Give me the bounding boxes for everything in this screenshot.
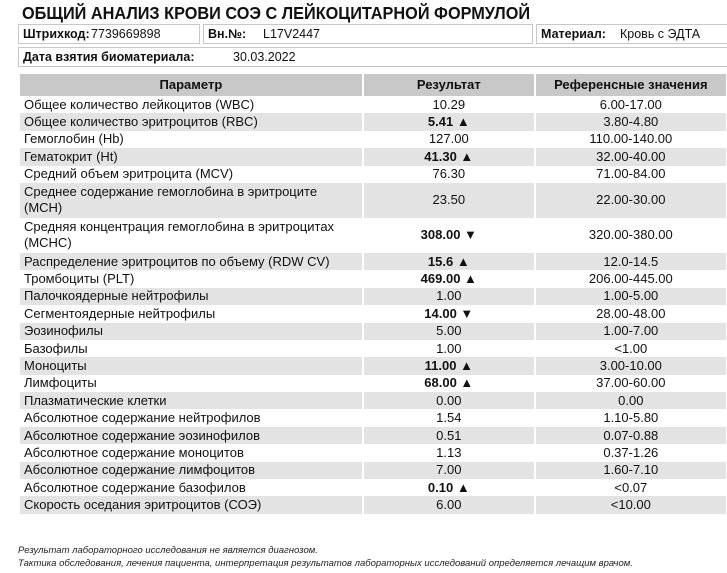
param-cell: Абсолютное содержание лимфоцитов — [20, 462, 362, 479]
ref-cell: 3.00-10.00 — [536, 357, 726, 374]
result-cell: 5.00 — [364, 323, 534, 340]
result-cell: 1.00 — [364, 288, 534, 305]
date-value: 30.03.2022 — [233, 50, 296, 64]
param-cell: Абсолютное содержание нейтрофилов — [24, 410, 261, 426]
param-cell: Общее количество эритроцитов (RBC) — [20, 113, 362, 130]
table-row — [20, 409, 727, 426]
table-row — [20, 444, 727, 461]
result-cell: 41.30 ▲ — [364, 148, 534, 165]
param-cell: Гематокрит (Ht) — [20, 148, 362, 165]
ref-cell: 6.00-17.00 — [599, 96, 662, 112]
result-cell: 14.00 ▼ — [424, 305, 474, 321]
ref-cell: 0.37-1.26 — [603, 444, 659, 460]
result-cell: 1.00 — [436, 340, 462, 356]
table-row — [20, 131, 727, 148]
param-cell: Среднее содержание гемоглобина в эритроците (MCH) — [20, 183, 362, 218]
result-cell: 308.00 ▼ — [420, 227, 477, 243]
table-row — [20, 427, 727, 444]
table-row — [20, 253, 727, 270]
ref-cell: 206.00-445.00 — [588, 271, 673, 287]
result-cell: 68.00 ▲ — [424, 375, 474, 391]
result-cell: 1.13 — [436, 444, 462, 460]
result-cell: 469.00 ▲ — [420, 271, 477, 287]
param-cell: Общее количество лейкоцитов (WBC) — [24, 96, 255, 112]
ref-cell: 3.80-4.80 — [536, 113, 726, 130]
result-cell: 11.00 ▲ — [364, 357, 534, 374]
param-cell: Лимфоциты — [24, 375, 97, 391]
table-row — [20, 375, 727, 392]
number-value: L17V2447 — [263, 27, 321, 41]
result-cell: 0.00 — [364, 392, 534, 409]
disclaimer-note: Результат лабораторного исследования не является диагнозом. — [18, 545, 318, 556]
table-row — [20, 148, 727, 165]
result-cell: 10.29 — [432, 96, 466, 112]
header-result: Результат — [364, 74, 534, 96]
ref-cell: <10.00 — [536, 496, 726, 513]
param-cell: Базофилы — [24, 340, 88, 356]
table-header — [20, 74, 727, 96]
result-cell: 7.00 — [364, 462, 534, 479]
ref-cell: 28.00-48.00 — [596, 305, 666, 321]
ref-cell: 1.00-7.00 — [536, 323, 726, 340]
table-row — [20, 183, 727, 218]
param-cell: Плазматические клетки — [20, 392, 362, 409]
table-row — [20, 392, 727, 409]
table-row — [20, 305, 727, 322]
results-table — [18, 74, 727, 514]
param-cell: Средний объем эритроцита (MCV) — [24, 166, 234, 182]
result-cell: 0.51 — [364, 427, 534, 444]
param-cell: Палочкоядерные нейтрофилы — [20, 288, 362, 305]
result-cell: 6.00 — [364, 496, 534, 513]
date-field — [18, 47, 727, 67]
header-ref: Референсные значения — [536, 74, 726, 96]
page-title: ОБЩИЙ АНАЛИЗ КРОВИ СОЭ С ЛЕЙКОЦИТАРНОЙ ФОРМУЛОЙ — [22, 3, 531, 23]
ref-cell: 12.0-14.5 — [536, 253, 726, 270]
number-label: Вн.№: — [208, 27, 247, 41]
table-row — [20, 113, 727, 130]
barcode-label: Штрихкод: — [23, 27, 90, 41]
material-label: Материал: — [541, 27, 606, 41]
header-param: Параметр — [20, 74, 362, 96]
table-row — [20, 479, 727, 496]
param-cell: Тромбоциты (PLT) — [24, 271, 135, 287]
result-cell: 1.54 — [436, 410, 462, 426]
ref-cell: 1.60-7.10 — [536, 462, 726, 479]
ref-cell: 32.00-40.00 — [536, 148, 726, 165]
param-cell: Абсолютное содержание моноцитов — [24, 444, 244, 460]
material-value: Кровь с ЭДТА — [620, 27, 701, 41]
param-cell: Моноциты — [20, 357, 362, 374]
result-cell: 23.50 — [364, 183, 534, 218]
ref-cell: 0.00 — [536, 392, 726, 409]
ref-cell: 22.00-30.00 — [536, 183, 726, 218]
param-cell: Распределение эритроцитов по объему (RDW CV) — [20, 253, 362, 270]
param-cell: Абсолютное содержание базофилов — [24, 479, 246, 495]
table-row — [20, 462, 727, 479]
ref-cell: 0.07-0.88 — [536, 427, 726, 444]
table-row — [20, 270, 727, 287]
table-row — [20, 357, 727, 374]
param-cell: Сегментоядерные нейтрофилы — [24, 305, 216, 321]
ref-cell: 71.00-84.00 — [596, 166, 666, 182]
result-cell: 0.10 ▲ — [427, 479, 470, 495]
result-cell: 76.30 — [432, 166, 466, 182]
result-cell: 15.6 ▲ — [364, 253, 534, 270]
ref-cell: <0.07 — [614, 479, 648, 495]
table-row — [20, 218, 727, 253]
table-row — [20, 96, 727, 113]
table-row — [20, 288, 727, 305]
ref-cell: 1.10-5.80 — [603, 410, 659, 426]
ref-cell: 320.00-380.00 — [588, 227, 673, 243]
ref-cell: 1.00-5.00 — [536, 288, 726, 305]
table-row — [20, 166, 727, 183]
date-label: Дата взятия биоматериала: — [23, 50, 195, 64]
ref-cell: <1.00 — [614, 340, 648, 356]
table-row — [20, 323, 727, 340]
result-cell: 127.00 — [428, 131, 469, 147]
interpretation-note: Тактика обследования, лечения пациента, интерпретация результатов лабораторных исследований определяется лечащим врачом. — [18, 558, 633, 569]
barcode-field — [18, 24, 200, 44]
barcode-value: 7739669898 — [91, 27, 161, 41]
ref-cell: 37.00-60.00 — [596, 375, 666, 391]
number-field — [203, 24, 533, 44]
table-row — [20, 340, 727, 357]
param-cell: Эозинофилы — [20, 323, 362, 340]
table-row — [20, 496, 727, 513]
material-field — [536, 24, 727, 44]
param-cell: Скорость оседания эритроцитов (СОЭ) — [20, 496, 362, 513]
param-cell: Гемоглобин (Hb) — [24, 131, 124, 147]
param-cell: Абсолютное содержание эозинофилов — [20, 427, 362, 444]
result-cell: 5.41 ▲ — [364, 113, 534, 130]
ref-cell: 110.00-140.00 — [589, 131, 673, 147]
param-cell: Средняя концентрация гемоглобина в эритроцитах (MCHC) — [24, 219, 335, 251]
